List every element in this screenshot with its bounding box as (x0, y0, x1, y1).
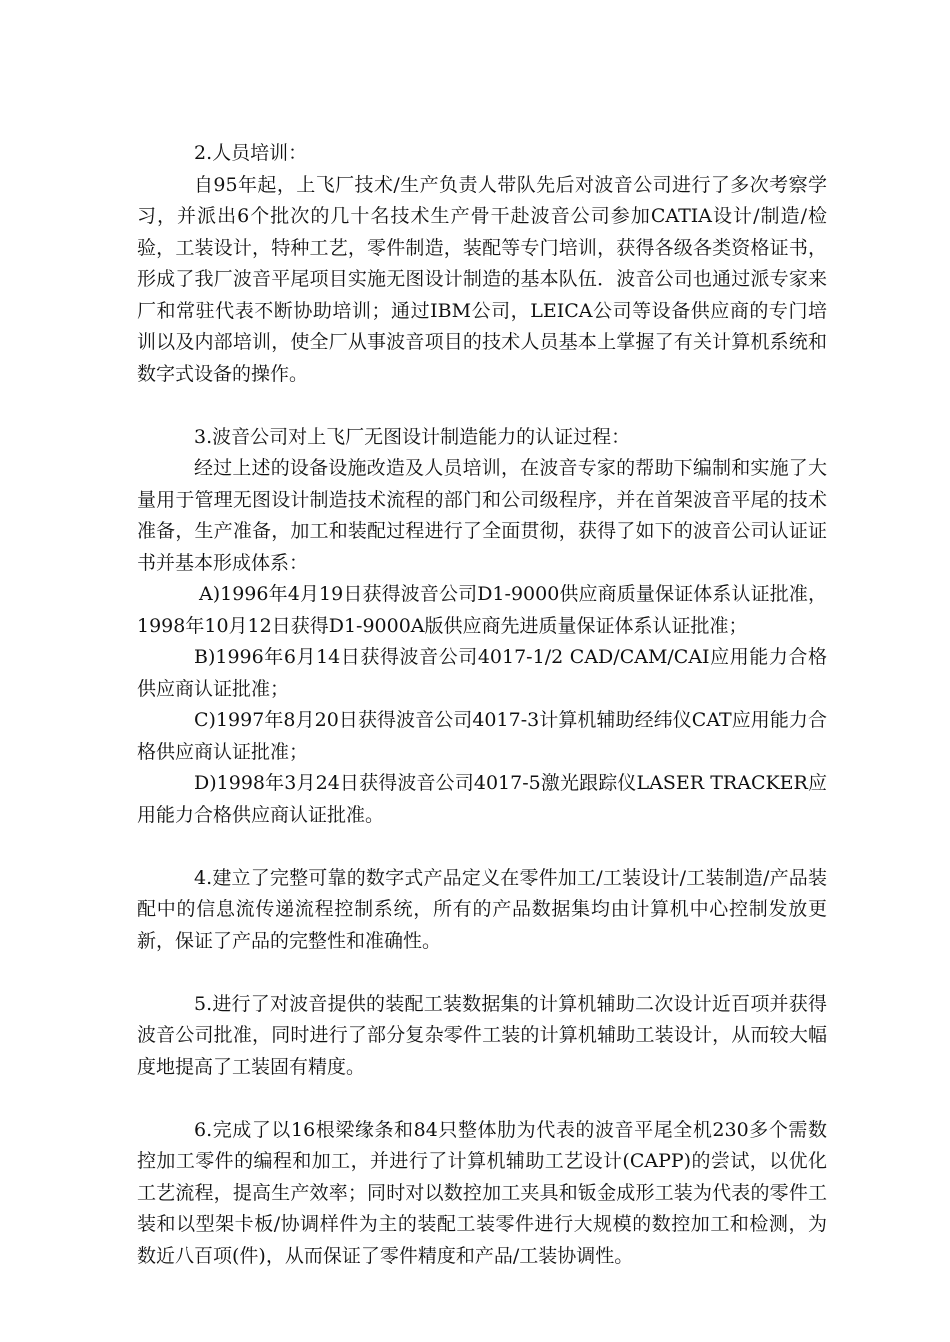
section-3-heading: 3.波音公司对上飞厂无图设计制造能力的认证过程： (194, 425, 631, 448)
section-4-paragraph: 4.建立了完整可靠的数字式产品定义在零件加工/工装设计/工装制造/产品装配中的信息流传递流程控制系统，所有的产品数据集均由计算机中心控制发放更新，保证了产品的完整性和准确性。 (137, 866, 827, 952)
section-5-paragraph: 5.进行了对波音提供的装配工装数据集的计算机辅助二次设计近百项并获得波音公司批准，同时进行了部分复杂零件工装的计算机辅助工装设计，从而较大幅度地提高了工装固有精度。 (137, 992, 827, 1078)
paragraph-spacer (137, 831, 827, 863)
paragraph-spacer (137, 1083, 827, 1115)
certification-item-d: D)1998年3月24日获得波音公司4017-5激光跟踪仪LASER TRACKER应用能力合格供应商认证批准。 (137, 772, 827, 826)
section-2-heading: 2.人员培训： (194, 142, 308, 164)
section-3-paragraph: 经过上述的设备设施改造及人员培训，在波音专家的帮助下编制和实施了大量用于管理无图设计制造技术流程的部门和公司级程序，并在首架波音平尾的技术准备，生产准备，加工和装配过程进行了全面贯彻，获得了如下的波音公司认证证书并基本形成体系： (137, 457, 827, 574)
paragraph-spacer (137, 390, 827, 422)
document-body (137, 138, 827, 1272)
section-2-paragraph: 自95年起，上飞厂技术/生产负责人带队先后对波音公司进行了多次考察学习，并派出6个批次的几十名技术生产骨干赴波音公司参加CATIA设计/制造/检验，工装设计，特种工艺，零件制造，装配等专门培训，获得各级各类资格证书，形成了我厂波音平尾项目实施无图设计制造的基本队伍．波音公司也通过派专家来厂和常驻代表不断协助培训；通过IBM公司，LEICA公司等设备供应商的专门培训以及内部培训，使全厂从事波音项目的技术人员基本上掌握了有关计算机系统和数字式设备的操作。 (137, 173, 827, 385)
paragraph-spacer (137, 957, 827, 989)
certification-item-c: C)1997年8月20日获得波音公司4017-3计算机辅助经纬仪CAT应用能力合格供应商认证批准； (137, 709, 827, 763)
certification-item-a: A)1996年4月19日获得波音公司D1-9000供应商质量保证体系认证批准，1998年10月12日获得D1-9000A版供应商先进质量保证体系认证批准； (137, 583, 827, 637)
certification-item-b: B)1996年6月14日获得波音公司4017-1/2 CAD/CAM/CAI应用能力合格供应商认证批准； (137, 646, 827, 700)
section-6-paragraph: 6.完成了以16根梁缘条和84只整体肋为代表的波音平尾全机230多个需数控加工零件的编程和加工，并进行了计算机辅助工艺设计(CAPP)的尝试，以优化工艺流程，提高生产效率；同时对以数控加工夹具和钣金成形工装为代表的零件工装和以型架卡板/协调样件为主的装配工装零件进行大规模的数控加工和检测，为数近八百项(件)，从而保证了零件精度和产品/工装协调性。 (137, 1118, 827, 1267)
